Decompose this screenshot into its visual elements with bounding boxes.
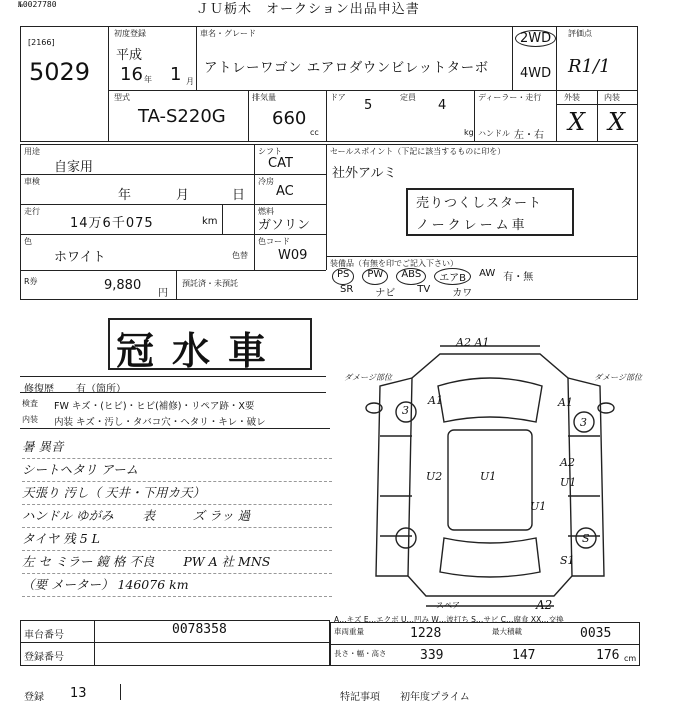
equipment-item: ナビ <box>375 288 396 299</box>
footer-left-label: 登録 <box>24 692 44 703</box>
diagram-mark-left-3: U2 <box>426 470 443 483</box>
fuel-value: ガソリン <box>258 218 311 233</box>
displacement-label: 排気量 <box>252 93 276 102</box>
evaluation-label: 評価点 <box>568 29 592 38</box>
registration-month: 1 <box>170 64 182 85</box>
equipment-row1 <box>332 268 533 285</box>
usage-label: 用途 <box>24 147 40 156</box>
aircon-value: AC <box>276 184 294 199</box>
doors-value: 5 <box>364 98 373 113</box>
diagram-mark-right-7: S1 <box>560 554 575 567</box>
sales-points-label: セールスポイント（下記に該当するものに印を） <box>330 147 506 156</box>
glass-label: 検査 <box>22 399 38 408</box>
inspection-month-label: 月 <box>176 188 190 203</box>
displacement-value: 660 <box>272 108 307 129</box>
equipment-item: TV <box>417 284 431 295</box>
damage-legend: A…キズ E…エクボ U…凹み W…波打ち S…サビ C…腐食 XX…交換 <box>334 615 564 624</box>
equipment-item: ABS <box>396 268 426 285</box>
shift-label: シフト <box>258 147 282 156</box>
recycle-unit: 円 <box>158 288 168 299</box>
equipment-row2 <box>340 284 472 299</box>
seats-label: 定員 <box>400 93 416 102</box>
note-line: ハンドル ゆがみ 表 ズ ラッ 過 <box>22 505 332 528</box>
capacity-label: 最大積載 <box>492 627 522 636</box>
equipment-item: AW <box>479 268 496 279</box>
equipment-item: PW <box>362 268 388 285</box>
chassis-label: 車台番号 <box>24 630 64 641</box>
diagram-mark-left-1: 3 <box>402 404 409 417</box>
dimension-unit: cm <box>624 654 637 663</box>
registration-era: 平成 <box>116 48 143 63</box>
note-line: 暑 異音 <box>22 436 332 459</box>
diagram-front-label: A2 A1 <box>456 336 490 349</box>
exterior-value: X <box>568 108 586 136</box>
equipment-item: 有・無 <box>503 272 534 283</box>
serial-number: №0027780 <box>18 0 57 9</box>
interior-label: 内装 <box>604 93 620 102</box>
diagram-mark-right-3: A2 <box>560 456 575 469</box>
chassis-value: 0078358 <box>172 622 227 637</box>
length-value: 339 <box>420 648 444 663</box>
car-name-label: 車名・グレード <box>200 29 256 38</box>
diagram-spare-label: スペア <box>436 601 460 610</box>
diagram-mark-left-2: A1 <box>428 394 443 407</box>
usage-value: 自家用 <box>54 160 94 175</box>
glass-row1: FW キズ・(ヒビ)・ヒビ(補修)・リペア跡・X要 <box>54 401 255 412</box>
displacement-unit: cc <box>310 128 319 137</box>
mileage-value: 14万6千075 <box>70 216 154 231</box>
diagram-mark-left-4: U1 <box>480 470 497 483</box>
diagram-mark-right-2: 3 <box>580 416 587 429</box>
equipment-item: PS <box>332 268 354 285</box>
interior-value: X <box>608 108 626 136</box>
drive-2wd-circled: 2WD <box>515 30 556 47</box>
weight-value: 1228 <box>410 626 442 641</box>
month-suffix: 月 <box>186 77 194 86</box>
form-title: ＪＵ栃木 オークション出品申込書 <box>196 2 420 17</box>
color-change-label: 色替 <box>232 251 248 260</box>
interior-cond-label: 内装 <box>22 415 38 424</box>
doors-label: ドア <box>330 93 346 102</box>
color-code-value: W09 <box>278 248 308 263</box>
inspection-day-label: 日 <box>232 188 246 203</box>
model-value: TA-S220G <box>138 106 226 127</box>
diagram-rear-label: A2 <box>536 598 553 612</box>
footer-left-value: 13 <box>70 686 87 701</box>
color-value: ホワイト <box>54 250 106 265</box>
recycle-value: 9,880 <box>104 278 142 293</box>
evaluation-value: R1/1 <box>568 56 611 77</box>
weight-label: 車両重量 <box>334 627 364 636</box>
fuel-label: 燃料 <box>258 207 274 216</box>
year-suffix: 年 <box>144 75 152 84</box>
model-label: 型式 <box>114 93 130 102</box>
mileage-label: 走行 <box>24 207 40 216</box>
recycle-status: 預託済・未預託 <box>182 279 238 288</box>
sales-stamp-line1: 売りつくしスタート <box>416 196 543 211</box>
color-label: 色 <box>24 237 32 246</box>
dealer-label: ディーラー・走行 <box>478 93 542 102</box>
note-line: （要 メーター） 146076 km <box>22 574 332 597</box>
footer-right-label: 特記事項 <box>340 692 380 703</box>
note-line: 天張り 汚し（ 天井・下用カ天） <box>22 482 332 505</box>
diagram-mark-right-1: A1 <box>558 396 573 409</box>
diagram-mark-right-6: S <box>582 532 590 545</box>
equipment-item: エアB <box>434 268 471 285</box>
equipment-item: カワ <box>452 288 473 299</box>
drive-4wd: 4WD <box>520 66 552 81</box>
inspection-year-label: 年 <box>118 188 132 203</box>
sales-stamp-line2: ノークレーム車 <box>416 218 528 233</box>
registration-year: 16 <box>120 64 143 85</box>
note-line: 左 セ ミラー 鏡 格 不良 PW A 社 MNS <box>22 551 332 574</box>
flood-stamp-text: 冠水車 <box>116 329 285 373</box>
diagram-top-left-label: ダメージ部位 <box>344 373 392 382</box>
repair-label: 修復歴 <box>24 384 54 395</box>
handle-value: 左・右 <box>514 130 544 141</box>
seats-value: 4 <box>438 98 447 113</box>
car-name-value: アトレーワゴン エアロダウンビレットターボ <box>204 60 489 76</box>
exterior-label: 外装 <box>564 93 580 102</box>
inspection-label: 車検 <box>24 177 40 186</box>
glass-row2: 内装 キズ・汚し・タバコ穴・ヘタリ・キレ・破レ <box>54 417 266 428</box>
capacity-value: 0035 <box>580 626 612 641</box>
lot-code: [2166] <box>28 38 55 47</box>
width-value: 147 <box>512 648 536 663</box>
equipment-label: 装備品（有無を印でご記入下さい） <box>330 259 458 268</box>
handwritten-notes <box>22 436 332 597</box>
handle-label: ハンドル <box>478 129 510 138</box>
height-value: 176 <box>596 648 620 663</box>
lot-number: 5029 <box>29 58 91 86</box>
kg-label: kg <box>464 128 474 137</box>
registration-label: 初度登録 <box>114 29 146 38</box>
registration-no-label: 登録番号 <box>24 652 64 663</box>
sales-point-line1: 社外アルミ <box>332 166 397 181</box>
dimensions-label: 長さ・幅・高さ <box>334 649 387 658</box>
diagram-top-right-label: ダメージ部位 <box>594 373 642 382</box>
shift-value: CAT <box>268 156 293 171</box>
note-line: シートヘタリ アーム <box>22 459 332 482</box>
recycle-label: R券 <box>24 277 38 286</box>
color-code-label: 色コード <box>258 237 290 246</box>
footer-right-value: 初年度プライム <box>400 692 470 703</box>
equipment-item: SR <box>340 284 354 295</box>
aircon-label: 冷房 <box>258 177 274 186</box>
repair-value: 有（箇所） <box>76 384 126 395</box>
diagram-mark-right-4: U1 <box>560 476 577 489</box>
mileage-unit: km <box>202 216 218 227</box>
diagram-mark-right-5: U1 <box>530 500 547 513</box>
note-line: タイヤ 残 5 L <box>22 528 332 551</box>
